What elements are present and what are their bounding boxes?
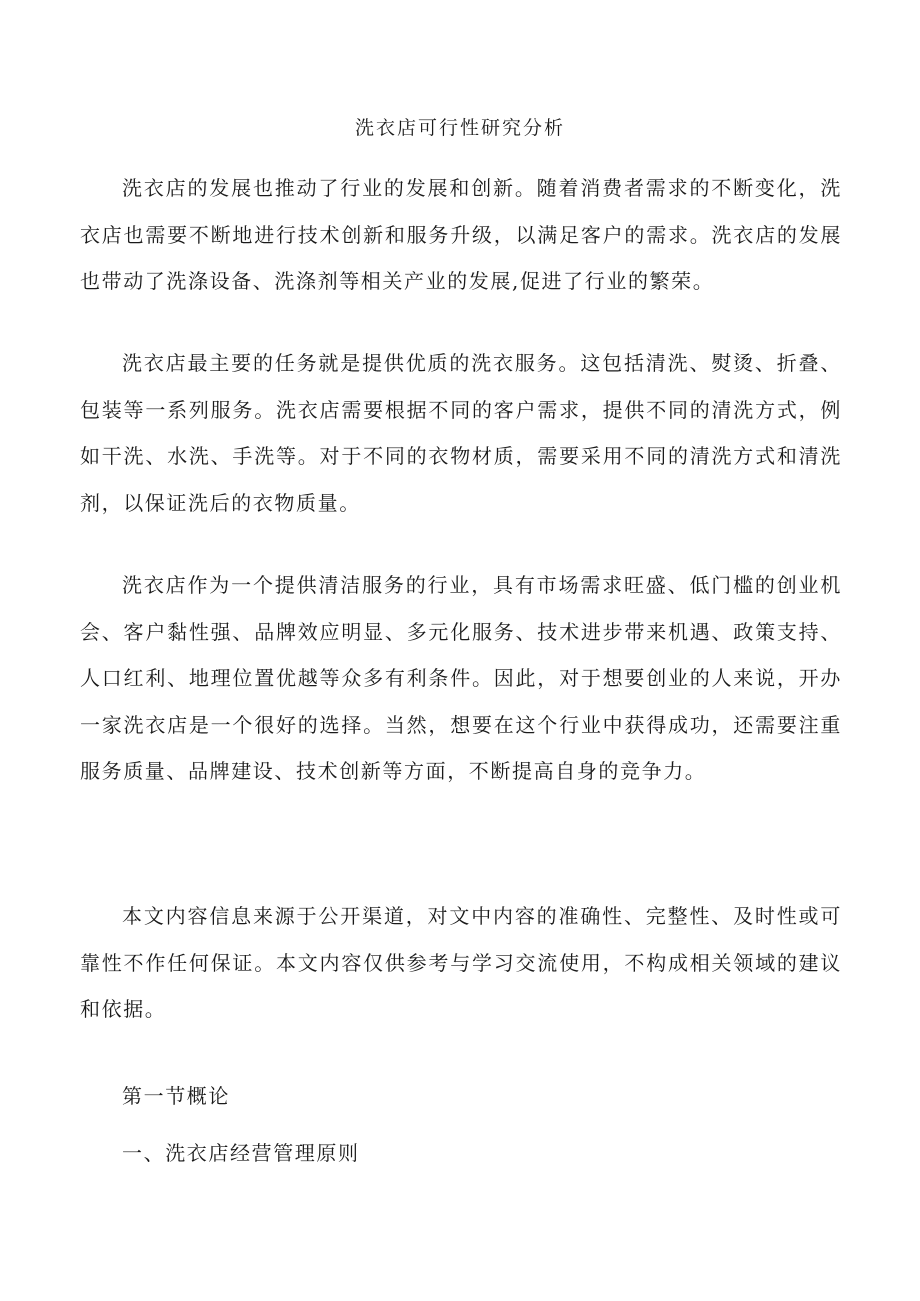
subsection-heading: 一、洗衣店经营管理原则: [122, 1141, 360, 1165]
section-heading: 第一节概论: [122, 1084, 230, 1108]
paragraph-advantages: 洗衣店作为一个提供清洁服务的行业，具有市场需求旺盛、低门槛的创业机会、客户黏性强、品牌效应明显、多元化服务、技术进步带来机遇、政策支持、人口红利、地理位置优越等众多有利条件。因此，对于想要创业的人来说，开办一家洗衣店是一个很好的选择。当然，想要在这个行业中获得成功，还需要注重服务质量、品牌建设、技术创新等方面，不断提高自身的竞争力。: [80, 573, 842, 783]
document-title: 洗衣店可行性研究分析: [354, 117, 565, 139]
paragraph-industry-development: 洗衣店的发展也推动了行业的发展和创新。随着消费者需求的不断变化，洗衣店也需要不断地进行技术创新和服务升级，以满足客户的需求。洗衣店的发展也带动了洗涤设备、洗涤剂等相关产业的发展,促进了行业的繁荣。: [80, 176, 842, 293]
paragraph-main-services: 洗衣店最主要的任务就是提供优质的洗衣服务。这包括清洗、熨烫、折叠、包装等一系列服务。洗衣店需要根据不同的客户需求，提供不同的清洗方式，例如干洗、水洗、手洗等。对于不同的衣物材质，需要采用不同的清洗方式和清洗剂，以保证洗后的衣物质量。: [80, 351, 842, 515]
paragraph-disclaimer: 本文内容信息来源于公开渠道，对文中内容的准确性、完整性、及时性或可靠性不作任何保证。本文内容仅供参考与学习交流使用，不构成相关领域的建议和依据。: [80, 904, 842, 1021]
